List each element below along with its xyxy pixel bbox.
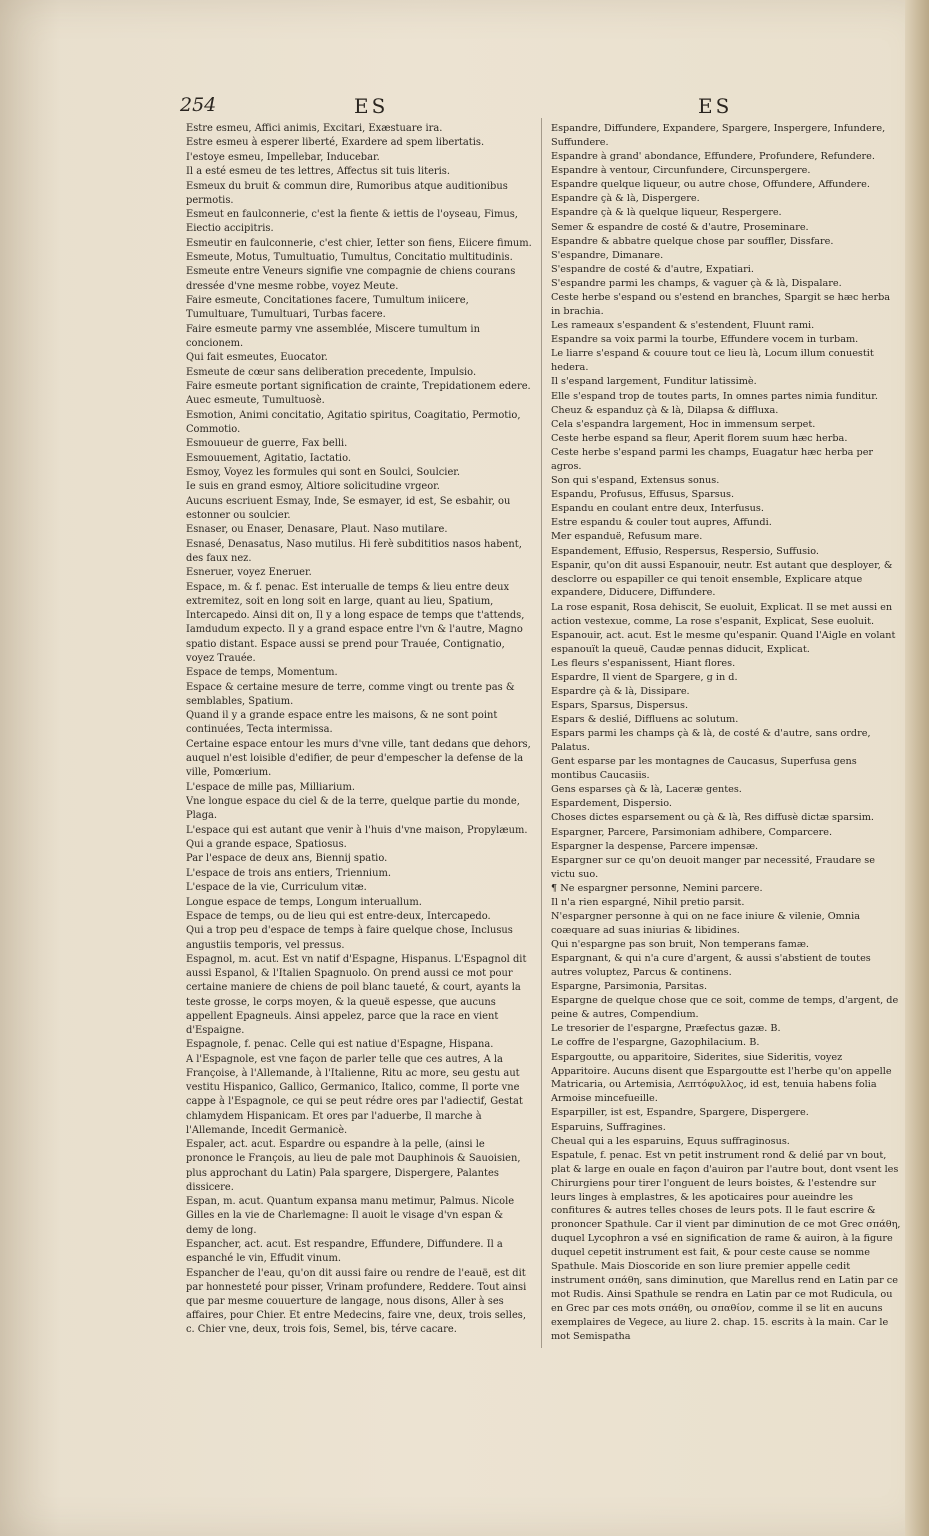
dictionary-entry: Espan, m. acut. Quantum expansa manu metimur, Palmus. Nicole Gilles en la vie de Charlemagne: Il auoit le visage d'vn espan & demy de long. bbox=[186, 1196, 515, 1236]
dictionary-entry: Cheual qui a les esparuins, Equus suffraginosus. bbox=[551, 1135, 790, 1147]
dictionary-entry: A l'Espagnole, est vne façon de parler telle que ces autres, A la Françoise, à l'Allemande, à l'Italienne, Ritu ac more, seu gestu aut vestitu Hispanico, Gallico, Germanico, Italico, comme, Il porte vne cappe à l'Espagnole, ce qui se peut rédre ores par l'adiectif, Gestat chlamydem Hispanicam. Et ores par l'aduerbe, Il marche à l'Allemande, Incedit Germanicè. bbox=[186, 1053, 523, 1136]
dictionary-entry: Espagnole, f. penac. Celle qui est natiue d'Espagne, Hispana. bbox=[186, 1039, 494, 1051]
dictionary-entry: Espandre quelque liqueur, ou autre chose, Offundere, Affundere. bbox=[551, 179, 870, 191]
dictionary-entry: Choses dictes esparsement ou çà & là, Res diffusè dictæ sparsim. bbox=[551, 812, 874, 824]
dictionary-entry: I'estoye esmeu, Impellebar, Inducebar. bbox=[186, 151, 380, 163]
left-column bbox=[186, 122, 532, 1338]
dictionary-entry: Par l'espace de deux ans, Biennij spatio. bbox=[186, 853, 388, 865]
dictionary-entry: Espardre çà & là, Dissipare. bbox=[551, 685, 690, 697]
dictionary-entry: Espagnol, m. acut. Est vn natif d'Espagne, Hispanus. L'Espagnol dit aussi Espanol, & l'Italien Spagnuolo. On prend aussi ce mot pour certaine maniere de chiens de poil blanc taueté, & court, ayants la teste grosse, le corps moyen, & la queuë espesse, que aucuns appellent Epagneuls. Ainsi appelez, parce que la race en vient d'Espaigne. bbox=[186, 953, 527, 1036]
dictionary-entry: Esmouuement, Agitatio, Iactatio. bbox=[186, 452, 351, 464]
dictionary-entry: Le liarre s'espand & couure tout ce lieu là, Locum illum conuestit hedera. bbox=[551, 348, 874, 374]
dictionary-entry: Espardement, Dispersio. bbox=[551, 798, 673, 810]
gutter-shadow bbox=[0, 0, 60, 1536]
dictionary-entry: Qui a grande espace, Spatiosus. bbox=[186, 838, 347, 850]
dictionary-entry: Espars, Sparsus, Dispersus. bbox=[551, 699, 689, 711]
page-edge bbox=[905, 0, 929, 1536]
dictionary-entry: S'espandre parmi les champs, & vaguer çà & là, Dispalare. bbox=[551, 278, 842, 290]
dictionary-entry: Espandu en coulant entre deux, Interfusus. bbox=[551, 503, 764, 515]
dictionary-entry: Esmouueur de guerre, Fax belli. bbox=[186, 438, 348, 450]
right-column bbox=[551, 122, 901, 1344]
dictionary-entry: Il s'espand largement, Funditur latissimè. bbox=[551, 376, 757, 388]
dictionary-entry: Vne longue espace du ciel & de la terre, quelque partie du monde, Plaga. bbox=[186, 795, 520, 822]
dictionary-entry: Esmeut en faulconnerie, c'est la fiente & iettis de l'oyseau, Fimus, Eiectio accipitris. bbox=[186, 209, 518, 235]
dictionary-entry: Esmoy, Voyez les formules qui sont en Soulci, Soulcier. bbox=[186, 467, 461, 479]
dictionary-entry: Le tresorier de l'espargne, Præfectus gazæ. B. bbox=[551, 1023, 781, 1035]
dictionary-entry: Les rameaux s'espandent & s'estendent, Fluunt rami. bbox=[551, 320, 815, 332]
dictionary-entry: Ceste herbe s'espand ou s'estend en branches, Spargit se hæc herba in brachia. bbox=[551, 292, 891, 318]
dictionary-entry: L'espace qui est autant que venir à l'huis d'vne maison, Propylæum. bbox=[186, 824, 528, 836]
dictionary-entry: Espars parmi les champs çà & là, de costé & d'autre, sans ordre, Palatus. bbox=[551, 728, 871, 754]
dictionary-entry: Esneruer, voyez Eneruer. bbox=[186, 567, 312, 579]
dictionary-entry: Faire esmeute portant signification de crainte, Trepidationem edere. bbox=[186, 380, 531, 392]
dictionary-entry: Ie suis en grand esmoy, Altiore solicitudine vrgeor. bbox=[186, 481, 440, 493]
dictionary-entry: Ceste herbe s'espand parmi les champs, Euagatur hæc herba per agros. bbox=[551, 446, 874, 472]
dictionary-entry: Espandre à ventour, Circunfundere, Circunspergere. bbox=[551, 165, 811, 177]
dictionary-entry: Elle s'espand trop de toutes parts, In omnes partes nimia funditur. bbox=[551, 390, 878, 402]
dictionary-entry: L'espace de trois ans entiers, Triennium. bbox=[186, 867, 391, 879]
dictionary-entry: Esmeux du bruit & commun dire, Rumoribus atque auditionibus permotis. bbox=[186, 180, 508, 206]
dictionary-entry: Espargne de quelque chose que ce soit, comme de temps, d'argent, de peine & autres, Compendium. bbox=[551, 995, 899, 1021]
dictionary-entry: Certaine espace entour les murs d'vne ville, tant dedans que dehors, auquel n'est loisible d'edifier, de peur d'empescher la defense de la ville, Pomœrium. bbox=[186, 738, 531, 779]
dictionary-entry: Esparpiller, ist est, Espandre, Spargere, Dispergere. bbox=[551, 1107, 809, 1119]
dictionary-entry: S'espandre, Dimanare. bbox=[551, 249, 664, 261]
dictionary-entry: Espandre & abbatre quelque chose par souffler, Dissfare. bbox=[551, 235, 834, 247]
dictionary-entry: Qui a trop peu d'espace de temps à faire quelque chose, Inclusus angustiis temporis, vel pressus. bbox=[186, 925, 513, 951]
dictionary-entry: Estre esmeu à esperer liberté, Exardere ad spem libertatis. bbox=[186, 137, 485, 149]
dictionary-entry: Espace de temps, Momentum. bbox=[186, 667, 338, 679]
dictionary-entry: Espargner, Parcere, Parsimoniam adhibere, Comparcere. bbox=[551, 826, 833, 838]
dictionary-entry: Espandement, Effusio, Respersus, Respersio, Suffusio. bbox=[551, 545, 819, 557]
dictionary-entry: Aucuns escriuent Esmay, Inde, Se esmayer, id est, Se esbahir, ou estonner ou soulcier. bbox=[186, 495, 511, 522]
dictionary-entry: Espanir, qu'on dit aussi Espanouir, neutr. Est autant que desployer, & desclorre ou espapiller ce qui tenoit ensemble, Explicare atque expandere, Diducere, Diffundere. bbox=[551, 559, 893, 599]
dictionary-entry: Esmeutir en faulconnerie, c'est chier, Ietter son fiens, Eiicere fimum. bbox=[186, 237, 532, 249]
dictionary-entry: Cela s'espandra largement, Hoc in immensum serpet. bbox=[551, 418, 816, 430]
dictionary-entry: Espancher de l'eau, qu'on dit aussi faire ou rendre de l'eauë, est dit par honnesteté pour pisser, Vrinam profundere, Reddere. Tout ainsi que par mesme couuerture de langage, nous disons, Aller à ses affaires, pour Chier. Et entre Medecins, faire vne, deux, trois selles, c. Chier vne, deux, trois fois, Semel, bis, térve cacare. bbox=[186, 1267, 527, 1336]
dictionary-entry: Espace de temps, ou de lieu qui est entre-deux, Intercapedo. bbox=[186, 910, 491, 922]
dictionary-entry: Espaler, act. acut. Espardre ou espandre à la pelle, (ainsi le prononce le François, au lieu de pale mot Dauphinois & Sauoisien, plus approchant du Latin) Pala spargere, Dispergere, Palantes dissicere. bbox=[186, 1139, 521, 1193]
dictionary-entry: Semer & espandre de costé & d'autre, Proseminare. bbox=[551, 221, 809, 233]
dictionary-entry: Espargnant, & qui n'a cure d'argent, & aussi s'abstient de toutes autres voluptez, Parcus & continens. bbox=[551, 953, 871, 979]
dictionary-entry: Espandre çà & là, Dispergere. bbox=[551, 193, 700, 205]
dictionary-entry: Espatule, f. penac. Est vn petit instrument rond & delié par vn bout, plat & large en ouale en façon d'auiron par l'autre bout, dont vsent les Chirurgiens pour tirer l'onguent de leurs boistes, & l'estendre sur leurs linges à emplastres, & les apoticaires pour aueindre les confitures & autres telles choses de leurs pots. Il le faut escrire & prononcer Spathule. Car il vient par diminution de ce mot Grec σπάθη, duquel Lycophron a vsé en signification de rame & auiron, à la figure duquel cepetit instrument est fait, & pour ceste cause se nomme Spathule. Mais Dioscoride en son liure premier appelle cedit instrument σπάθη, sans diminution, que Marellus rend en Latin par ce mot Rudis. Ainsi Spathule se rendra en Latin par ce mot Rudicula, ou en Grec par ces mots σπάθη, ou σπαθίον, comme il se lit en aucuns exemplaires de Vegece, au liure 2. chap. 15. escrits à la main. Car le mot Semispatha bbox=[551, 1149, 901, 1342]
dictionary-entry: Espargne, Parsimonia, Parsitas. bbox=[551, 981, 708, 993]
dictionary-entry: Espandre à grand' abondance, Effundere, Profundere, Refundere. bbox=[551, 151, 875, 163]
dictionary-entry: Faire esmeute, Concitationes facere, Tumultum iniicere, Tumultuare, Tumultuari, Turbas facere. bbox=[186, 294, 469, 321]
dictionary-entry: Longue espace de temps, Longum interuallum. bbox=[186, 896, 422, 908]
dictionary-entry: L'espace de la vie, Curriculum vitæ. bbox=[186, 882, 367, 894]
page-number: 254 bbox=[180, 94, 217, 116]
dictionary-entry: Espace & certaine mesure de terre, comme vingt ou trente pas & semblables, Spatium. bbox=[186, 681, 515, 707]
dictionary-entry: Espancher, act. acut. Est respandre, Effundere, Diffundere. Il a espanché le vin, Effudit vinum. bbox=[186, 1238, 503, 1265]
dictionary-entry: Quand il y a grande espace entre les maisons, & ne sont point continuées, Tecta intermissa. bbox=[186, 710, 498, 736]
dictionary-entry: Estre esmeu, Affici animis, Excitari, Exæstuare ira. bbox=[186, 123, 443, 134]
dictionary-entry: Esmeute, Motus, Tumultuatio, Tumultus, Concitatio multitudinis. Esmeute entre Veneurs signifie vne compagnie de chiens courans dressée d'vne mesme robbe, voyez Meute. bbox=[186, 252, 516, 292]
dictionary-entry: Esparuins, Suffragines. bbox=[551, 1121, 666, 1133]
dictionary-entry: Le coffre de l'espargne, Gazophilacium. B. bbox=[551, 1037, 760, 1049]
dictionary-entry: Esnasé, Denasatus, Naso mutilus. Hi ferè subdititios nasos habent, des faux nez. bbox=[186, 538, 522, 565]
dictionary-entry: Qui n'espargne pas son bruit, Non temperans famæ. bbox=[551, 939, 810, 951]
dictionary-entry: Espanouir, act. acut. Est le mesme qu'espanir. Quand l'Aigle en volant espanouït la queuë, Caudæ pennas diducit, Explicat. bbox=[551, 629, 896, 655]
dictionary-entry: Son qui s'espand, Extensus sonus. bbox=[551, 474, 720, 486]
dictionary-entry: Espandre çà & là quelque liqueur, Respergere. bbox=[551, 207, 782, 219]
dictionary-entry: Il n'a rien espargné, Nihil pretio parsit. bbox=[551, 896, 745, 908]
column-divider bbox=[541, 118, 542, 1348]
dictionary-entry: ¶ Ne espargner personne, Nemini parcere. bbox=[551, 882, 763, 894]
dictionary-entry: Espargner sur ce qu'on deuoit manger par necessité, Fraudare se victu suo. bbox=[551, 854, 876, 880]
dictionary-entry: Esmeute de cœur sans deliberation precedente, Impulsio. bbox=[186, 366, 477, 378]
dictionary-entry: Espandre sa voix parmi la tourbe, Effundere vocem in turbam. bbox=[551, 334, 859, 346]
left-column-title: ES bbox=[354, 94, 389, 118]
dictionary-entry: Qui fait esmeutes, Euocator. bbox=[186, 352, 328, 364]
dictionary-entry: Auec esmeute, Tumultuosè. bbox=[186, 395, 325, 407]
dictionary-entry: Les fleurs s'espanissent, Hiant flores. bbox=[551, 657, 736, 669]
dictionary-entry: Gens esparses çà & là, Laceræ gentes. bbox=[551, 784, 742, 796]
dictionary-entry: Espargner la despense, Parcere impensæ. bbox=[551, 840, 759, 852]
dictionary-entry: Esnaser, ou Enaser, Denasare, Plaut. Naso mutilare. bbox=[186, 524, 448, 536]
dictionary-entry: Gent esparse par les montagnes de Caucasus, Superfusa gens montibus Caucasiis. bbox=[551, 756, 857, 782]
dictionary-entry: Esmotion, Animi concitatio, Agitatio spiritus, Coagitatio, Permotio, Commotio. bbox=[186, 409, 521, 435]
dictionary-entry: Espardre, Il vient de Spargere, g in d. bbox=[551, 671, 738, 683]
dictionary-entry: Mer espanduë, Refusum mare. bbox=[551, 531, 703, 543]
dictionary-entry: Espargoutte, ou apparitoire, Siderites, siue Sideritis, voyez Apparitoire. Aucuns disent que Espargoutte est l'herbe qu'on appelle Matricaria, ou Artemisia, Λεπτόφυλλος, id est, tenuia habens folia Armoise mincefueille. bbox=[551, 1051, 892, 1105]
right-column-title: ES bbox=[698, 94, 733, 118]
dictionary-entry: N'espargner personne à qui on ne face iniure & vilenie, Omnia coæquare ad suas iniurias & libidines. bbox=[551, 911, 860, 936]
dictionary-entry: Espace, m. & f. penac. Est interualle de temps & lieu entre deux extremitez, soit en long soit en large, quant au lieu, Spatium, Intercapedo. Ainsi dit on, Il y a long espace de temps que t'attends, Iamdudum expecto. Il y a grand espace entre l'vn & l'autre, Magno spatio distant. Espace aussi se prend pour Trauée, Contignatio, voyez Trauée. bbox=[186, 581, 525, 664]
dictionary-entry: Faire esmeute parmy vne assemblée, Miscere tumultum in concionem. bbox=[186, 323, 480, 349]
dictionary-entry: Espandre, Diffundere, Expandere, Spargere, Inspergere, Infundere, Suffundere. bbox=[551, 123, 886, 148]
dictionary-entry: Espars & deslié, Diffluens ac solutum. bbox=[551, 714, 739, 726]
dictionary-entry: La rose espanit, Rosa dehiscit, Se euoluit, Explicat. Il se met aussi en action vestexue, comme, La rose s'espanit, Explicat, Sese euoluit. bbox=[551, 601, 893, 627]
dictionary-entry: Cheuz & espanduz çà & là, Dilapsa & diffluxa. bbox=[551, 404, 779, 416]
dictionary-entry: Espandu, Profusus, Effusus, Sparsus. bbox=[551, 489, 735, 501]
dictionary-entry: S'espandre de costé & d'autre, Expatiari. bbox=[551, 263, 754, 275]
dictionary-entry: Ceste herbe espand sa fleur, Aperit florem suum hæc herba. bbox=[551, 432, 848, 444]
running-header bbox=[180, 94, 910, 124]
dictionary-entry: Estre espandu & couler tout aupres, Affundi. bbox=[551, 517, 772, 529]
dictionary-entry: Il a esté esmeu de tes lettres, Affectus sit tuis literis. bbox=[186, 166, 451, 178]
dictionary-entry: L'espace de mille pas, Milliarium. bbox=[186, 781, 355, 793]
